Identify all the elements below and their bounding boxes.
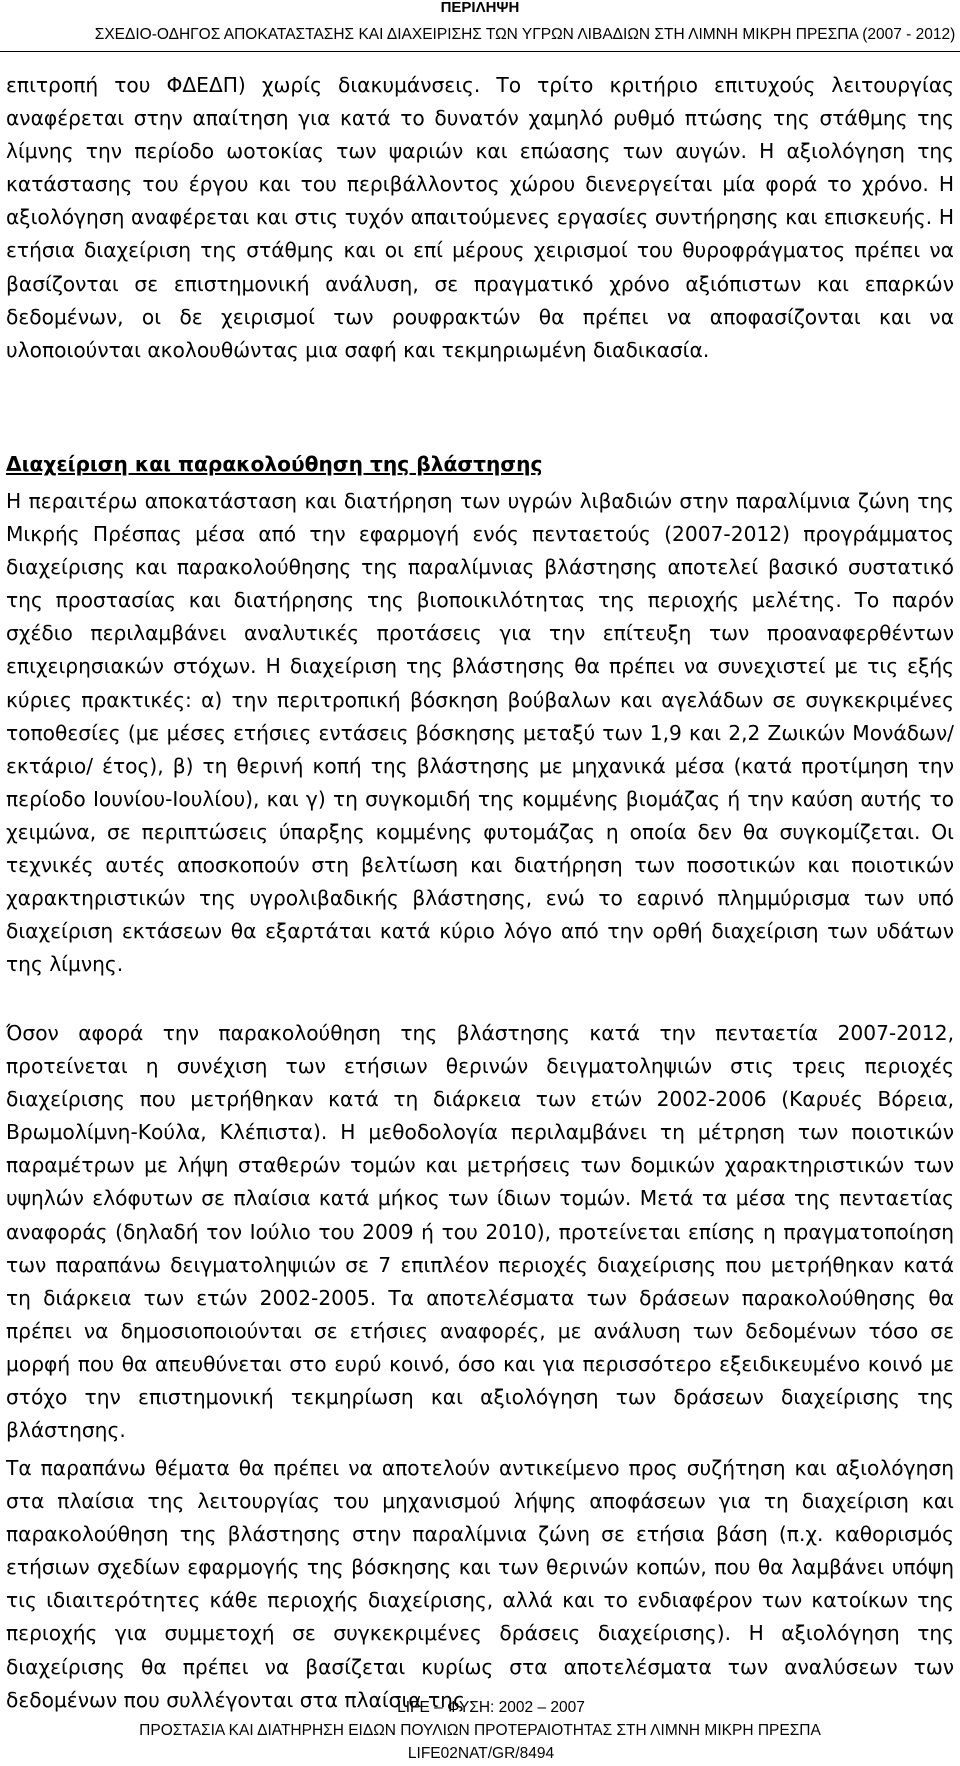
footer-project-title: ΠΡΟΣΤΑΣΙΑ ΚΑΙ ΔΙΑΤΗΡΗΣΗ ΕΙΔΩΝ ΠΟΥΛΙΩΝ ΠΡΟΤΕΡΑΙΟΤΗΤΑΣ ΣΤΗ ΛΙΜΝΗ ΜΙΚΡΗ ΠΡΕΣΠΑ bbox=[139, 1722, 821, 1739]
header-subtitle: ΣΧΕΔΙΟ-ΟΔΗΓΟΣ ΑΠΟΚΑΤΑΣΤΑΣΗΣ ΚΑΙ ΔΙΑΧΕΙΡΙΣΗΣ ΤΩΝ ΥΓΡΩΝ ΛΙΒΑΔΙΩΝ ΣΤΗ ΛΙΜΝΗ ΜΙΚΡΗ ΠΡΕΣΠΑ (2007 - 2012) bbox=[94, 26, 956, 43]
section-heading: Διαχείριση και παρακολούθηση της βλάστησης bbox=[6, 452, 543, 476]
footer-project-code: LIFE02NAT/GR/8494 bbox=[407, 1745, 555, 1762]
paragraph-1: επιτροπή του ΦΔΕΔΠ) χωρίς διακυμάνσεις. Το τρίτο κριτήριο επιτυχούς λειτουργίας αναφέρεται στην απαίτηση για κατά το δυνατόν χαμηλό ρυθμό πτώσης της στάθμης της λίμνης την περίοδο ωοτοκίας των ψαριών και επώασης των αυγών. Η αξιολόγηση της κατάστασης του έργου και του περιβάλλοντος χώρου διενεργείται μία φορά το χρόνο. Η αξιολόγηση αναφέρεται και στις τυχόν απαιτούμενες εργασίες συντήρησης και επισκευής. Η ετήσια διαχείριση της στάθμης και οι επί μέρους χειρισμοί του θυροφράγματος πρέπει να βασίζονται σε επιστημονική ανάλυση, σε πραγματικό χρόνο αξιόπιστων και επαρκών δεδομένων, οι δε χειρισμοί των ρουφρακτών θα πρέπει να αποφασίζονται και να υλοποιούνται ακολουθώντας μια σαφή και τεκμηριωμένη διαδικασία. bbox=[6, 73, 954, 362]
header-divider bbox=[0, 51, 960, 52]
footer-program: LIFE – ΦΥΣΗ: 2002 – 2007 bbox=[397, 1699, 585, 1716]
page-footer bbox=[0, 1696, 960, 1765]
paragraph-3: Όσον αφορά την παρακολούθηση της βλάστησης κατά την πενταετία 2007-2012, προτείνεται η συνέχιση των ετήσιων θερινών δειγματοληψιών στις τρεις περιοχές διαχείρισης που μετρήθηκαν κατά τη διάρκεια των ετών 2002-2006 (Καρυές Βόρεια, Βρωμολίμνη-Κούλα, Κλέπιστα). Η μεθοδολογία περιλαμβάνει τη μέτρηση των ποιοτικών παραμέτρων με λήψη σταθερών τομών και μετρήσεις των δομικών χαρακτηριστικών των υψηλών ελόφυτων σε πλαίσια κατά μήκος των ίδιων τομών. Μετά τα μέσα της πενταετίας αναφοράς (δηλαδή τον Ιούλιο του 2009 ή του 2010), προτείνεται επίσης η πραγματοποίηση των παραπάνω δειγματοληψιών σε 7 επιπλέον περιοχές διαχείρισης που μετρήθηκαν κατά τη διάρκεια των ετών 2002-2005. Τα αποτελέσματα των δράσεων παρακολούθησης θα πρέπει να δημοσιοποιούνται σε ετήσιες αναφορές, με ανάλυση των δεδομένων τόσο σε μορφή που θα απευθύνεται στο ευρύ κοινό, όσο και για περισσότερο εξειδικευμένο κοινό με στόχο την επιστημονική τεκμηρίωση και αξιολόγηση των δράσεων διαχείρισης της βλάστησης. bbox=[6, 1021, 954, 1443]
page-header bbox=[0, 0, 960, 44]
header-title: ΠΕΡΙΛΗΨΗ bbox=[440, 0, 520, 16]
paragraph-4: Τα παραπάνω θέματα θα πρέπει να αποτελούν αντικείμενο προς συζήτηση και αξιολόγηση στα πλαίσια της λειτουργίας του μηχανισμού λήψης αποφάσεων για τη διαχείριση και παρακολούθηση της βλάστησης στην παραλίμνια ζώνη σε ετήσια βάση (π.χ. καθορισμός ετήσιων σχεδίων εφαρμογής της βόσκησης και των θερινών κοπών, που θα λαμβάνει υπόψη τις ιδιαιτερότητες κάθε περιοχής διαχείρισης, αλλά και το ενδιαφέρον των κατοίκων της περιοχής για συμμετοχή σε συγκεκριμένες δράσεις διαχείρισης). Η αξιολόγηση της διαχείρισης θα πρέπει να βασίζεται κυρίως στα αποτελέσματα των αναλύσεων των δεδομένων που συλλέγονται στα πλαίσια της bbox=[6, 1456, 954, 1712]
paragraph-2: Η περαιτέρω αποκατάσταση και διατήρηση των υγρών λιβαδιών στην παραλίμνια ζώνη της Μικρής Πρέσπας μέσα από την εφαρμογή ενός πενταετούς (2007-2012) προγράμματος διαχείρισης και παρακολούθησης της παραλίμνιας βλάστησης αποτελεί βασικό συστατικό της προστασίας και διατήρησης της βιοποικιλότητας της περιοχής μελέτης. Το παρόν σχέδιο περιλαμβάνει αναλυτικές προτάσεις για την επίτευξη των προαναφερθέντων επιχειρησιακών στόχων. Η διαχείριση της βλάστησης θα πρέπει να συνεχιστεί με τις εξής κύριες πρακτικές: α) την περιτροπική βόσκηση βούβαλων και αγελάδων σε συγκεκριμένες τοποθεσίες (με μέσες ετήσιες εντάσεις βόσκησης μεταξύ των 1,9 και 2,2 Ζωικών Μονάδων/ εκτάριο/ έτος), β) τη θερινή κοπή της βλάστησης με μηχανικά μέσα (κατά προτίμηση την περίοδο Ιουνίου-Ιουλίου), και γ) τη συγκομιδή της κομμένης βιομάζας ή την καύση αυτής το χειμώνα, σε περιπτώσεις ύπαρξης κομμένης φυτομάζας η οποία δεν θα συγκομίζεται. Οι τεχνικές αυτές αποσκοπούν στη βελτίωση και διατήρηση των ποσοτικών και ποιοτικών χαρακτηριστικών της υγρολιβαδικής βλάστησης, ενώ το εαρινό πλημμύρισμα των υπό διαχείριση εκτάσεων θα εξαρτάται κατά κύριο λόγο από την ορθή διαχείριση των υδάτων της λίμνης. bbox=[6, 489, 954, 977]
